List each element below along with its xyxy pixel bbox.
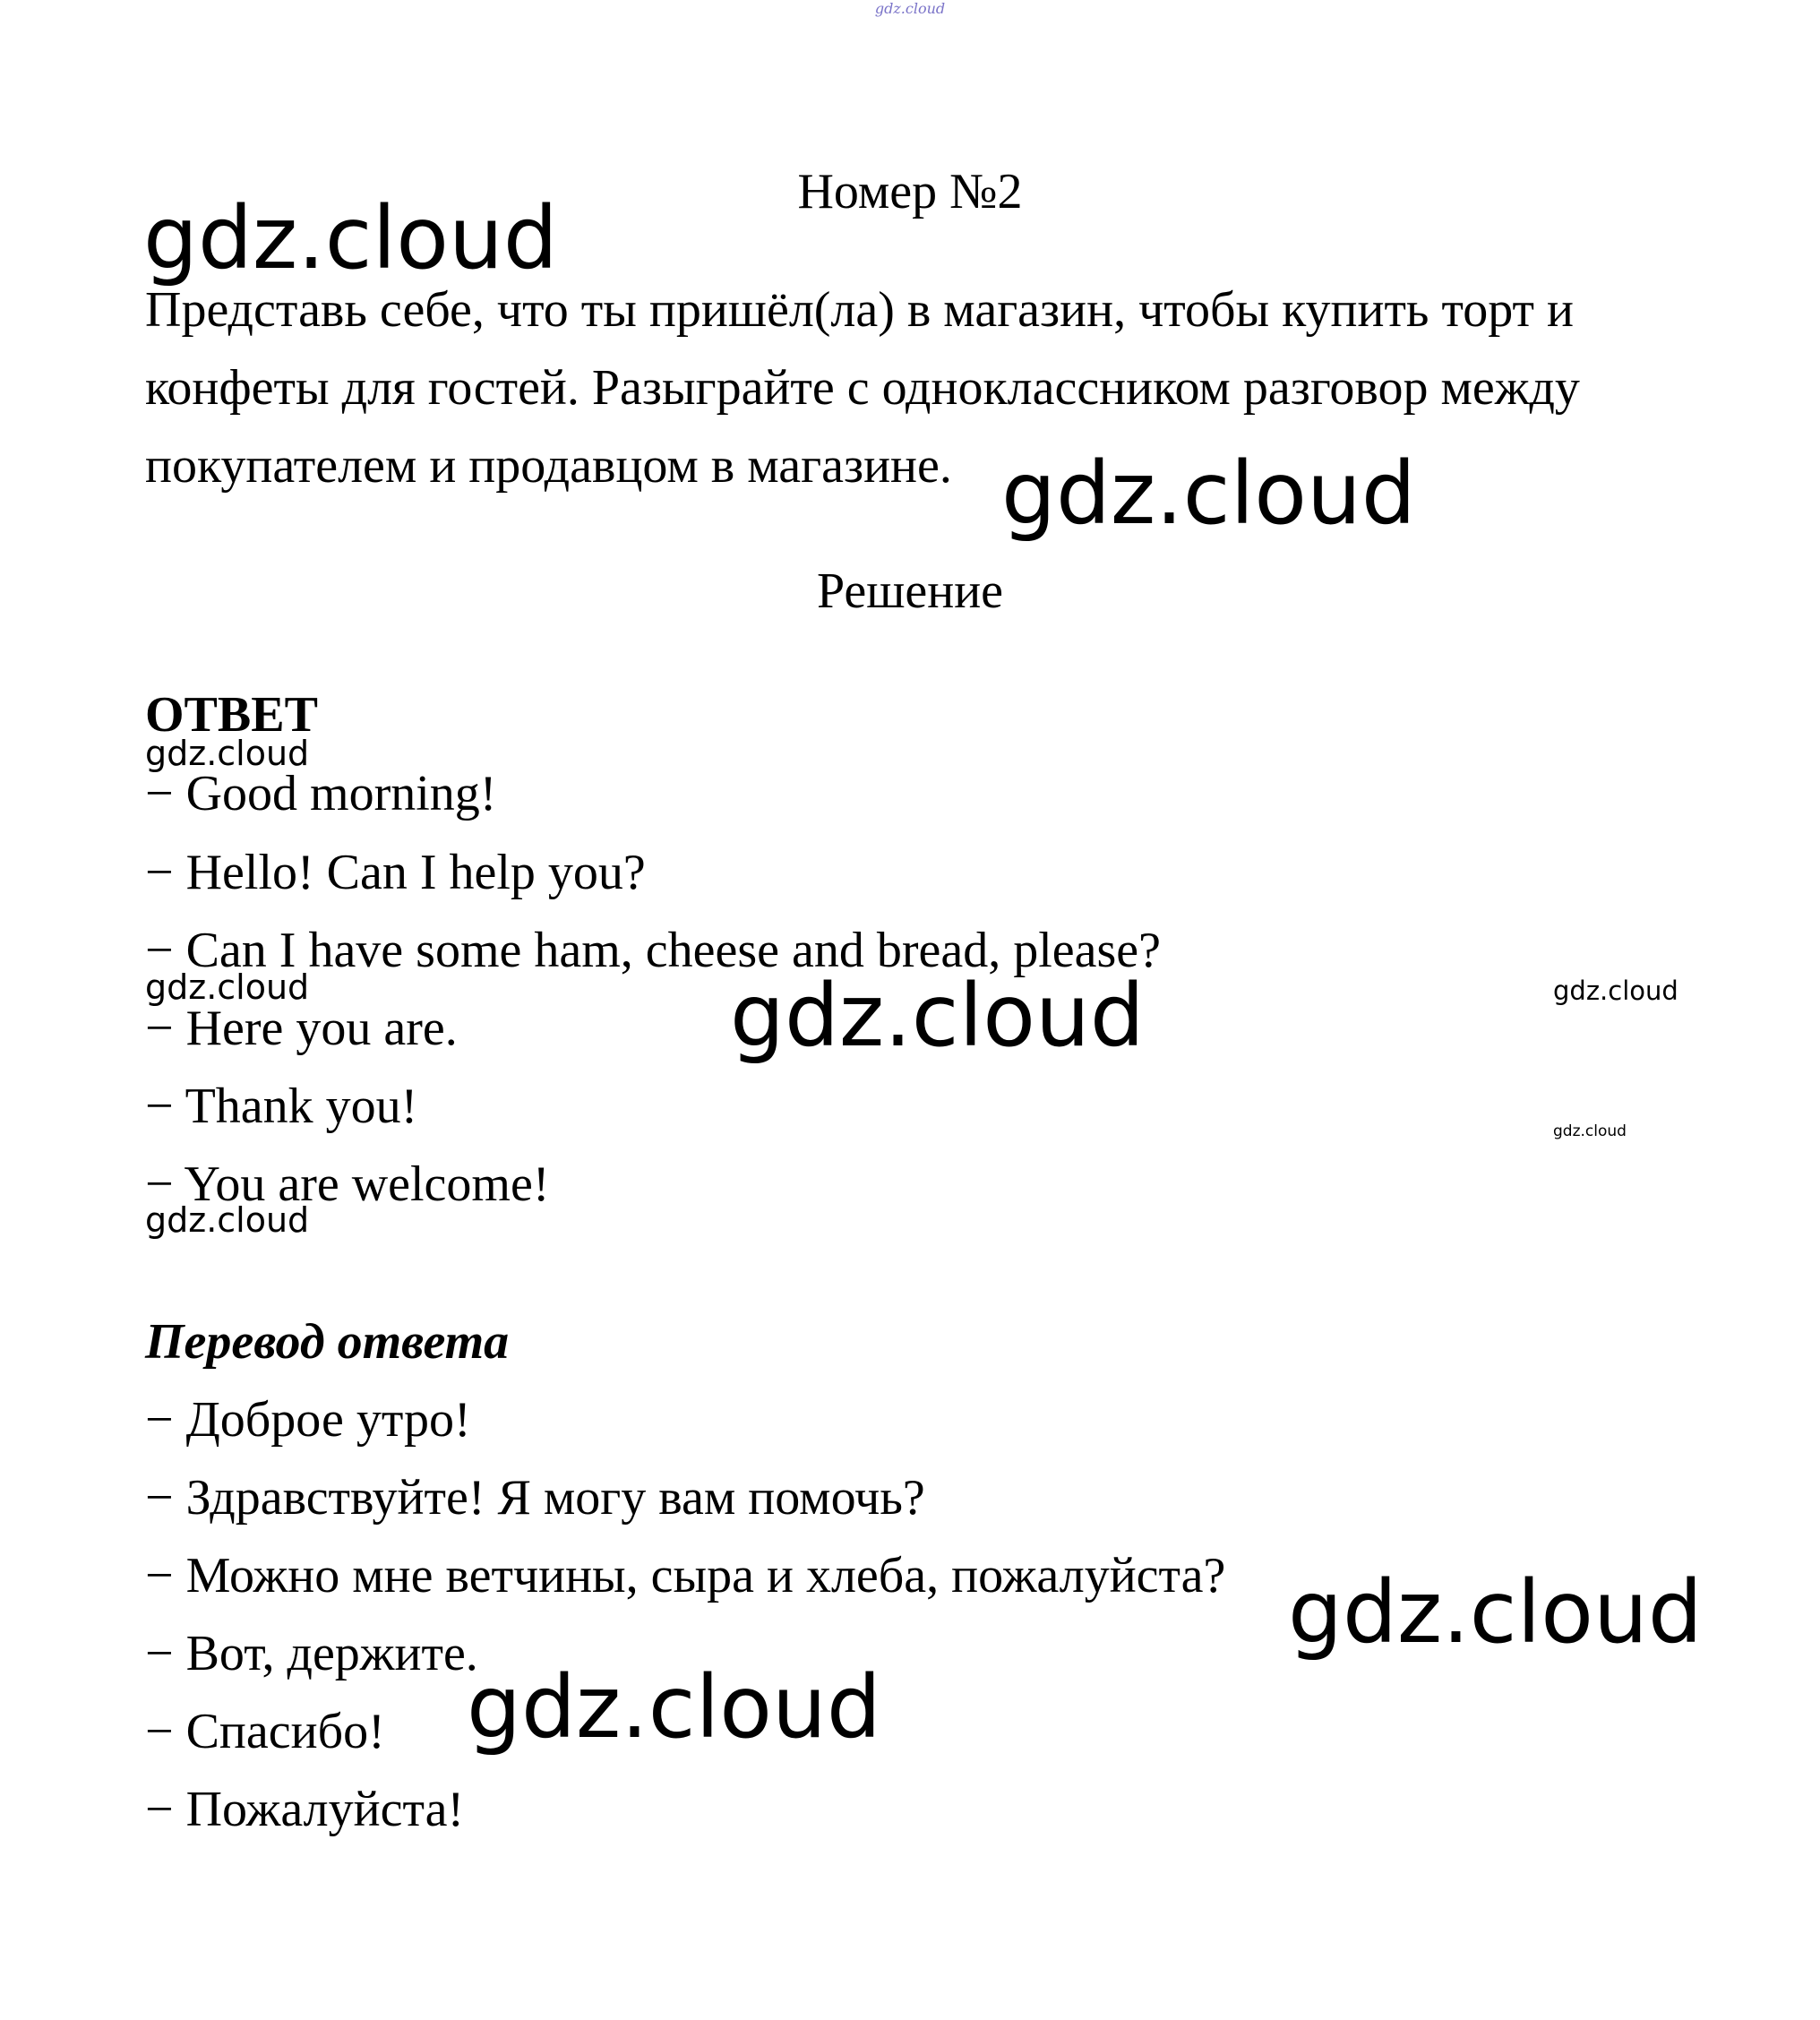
watermark: gdz.cloud (145, 1200, 310, 1240)
answer-line: − Thank you! (145, 1079, 418, 1134)
task-line: конфеты для гостей. Разыграйте с одноклассником разговор между (145, 360, 1580, 416)
page-title: Номер №2 (797, 164, 1023, 219)
answer-line: − You are welcome! (145, 1156, 550, 1212)
task-line: покупателем и продавцом в магазине. (145, 438, 952, 494)
watermark: gdz.cloud (1001, 443, 1416, 544)
translation-line: − Пожалуйста! (145, 1782, 465, 1837)
watermark: gdz.cloud (145, 967, 310, 1007)
answer-heading: ОТВЕТ (145, 687, 318, 743)
translation-heading: Перевод ответа (145, 1314, 510, 1370)
translation-line: − Доброе утро! (145, 1392, 471, 1448)
watermark: gdz.cloud (145, 734, 310, 773)
translation-line: − Можно мне ветчины, сыра и хлеба, пожалуйста? (145, 1548, 1226, 1603)
watermark: gdz.cloud (143, 188, 558, 288)
translation-line: − Здравствуйте! Я могу вам помочь? (145, 1470, 925, 1526)
task-line: Представь себе, что ты пришёл(ла) в магазин, чтобы купить торт и (145, 282, 1574, 338)
watermark: gdz.cloud (1553, 976, 1678, 1006)
watermark: gdz.cloud (1288, 1562, 1703, 1663)
solution-heading: Решение (816, 563, 1004, 619)
answer-line: − Hello! Can I help you? (145, 845, 646, 900)
top-watermark: gdz.cloud (874, 0, 946, 17)
translation-line: − Спасибо! (145, 1704, 385, 1759)
answer-line: − Can I have some ham, cheese and bread, please? (145, 923, 1161, 978)
watermark: gdz.cloud (467, 1657, 881, 1758)
watermark: gdz.cloud (1553, 1122, 1627, 1140)
watermark: gdz.cloud (730, 966, 1145, 1066)
translation-line: − Вот, держите. (145, 1626, 478, 1681)
answer-line: − Good morning! (145, 766, 497, 821)
answer-line: − Here you are. (145, 1001, 458, 1056)
